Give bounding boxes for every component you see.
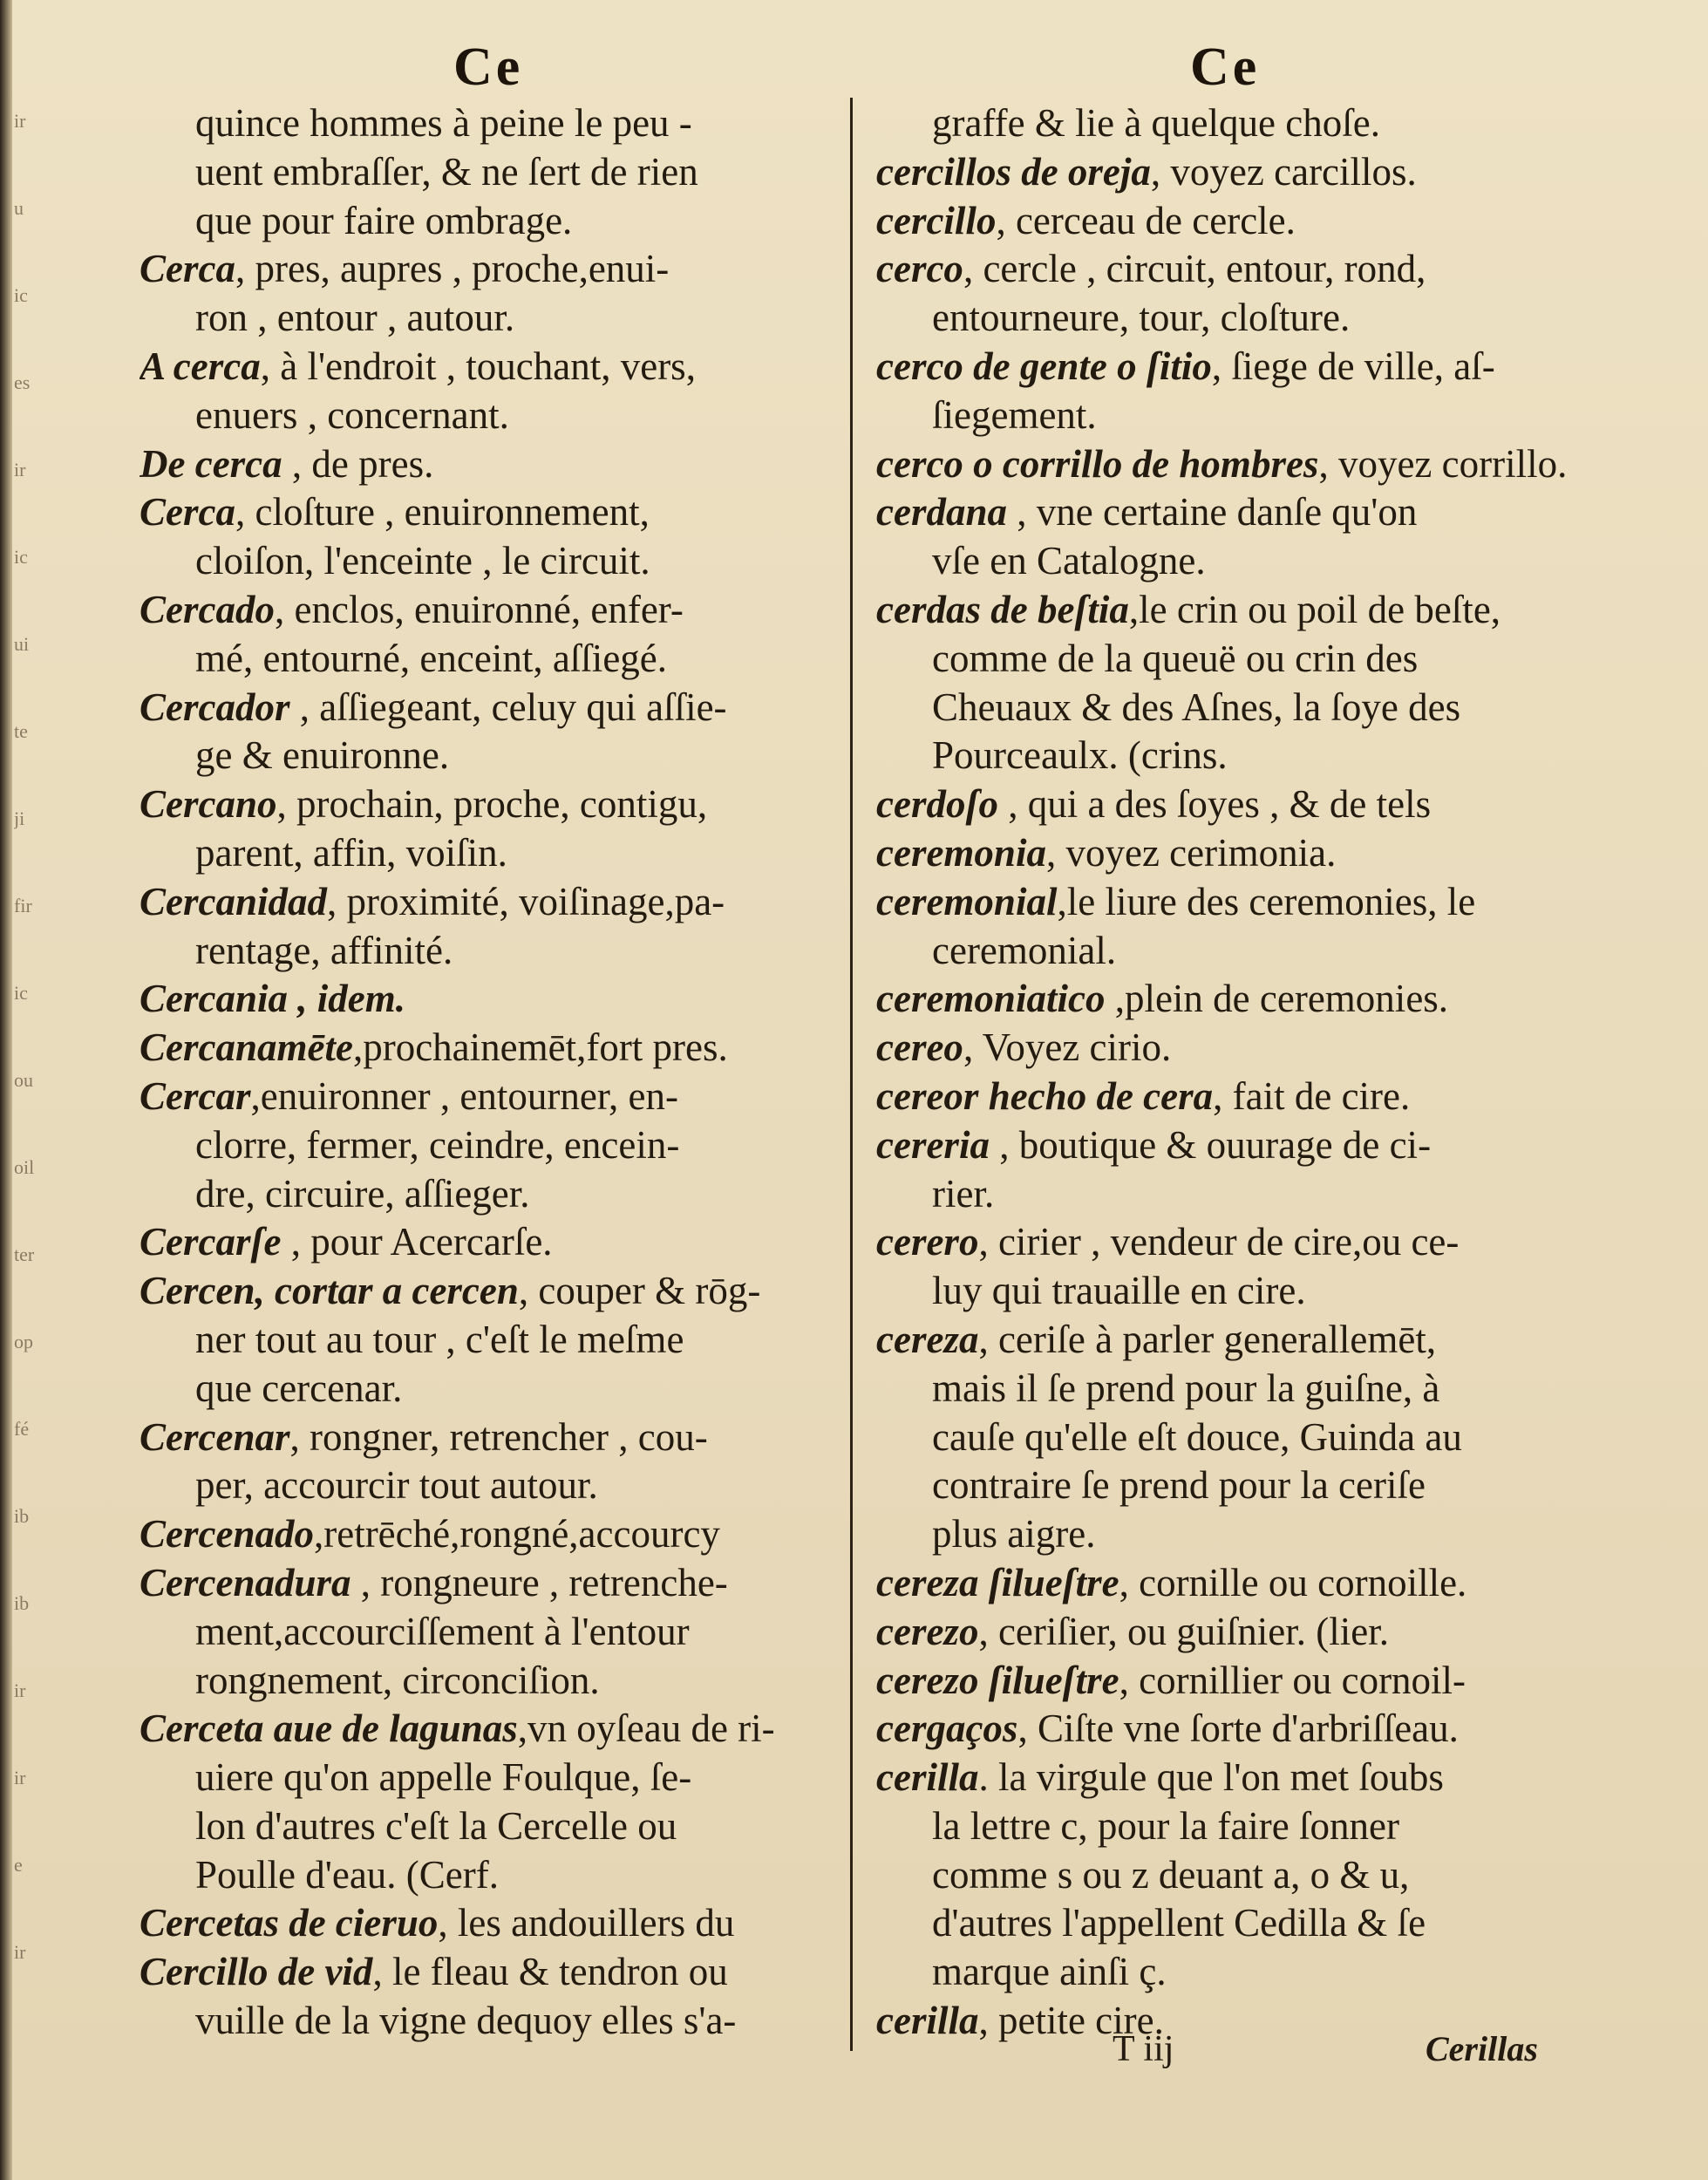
entry-line — [876, 343, 1626, 392]
entry-line — [876, 1024, 1626, 1073]
definition-text: comme de la queuë ou crin des — [932, 636, 1419, 680]
entry-line — [139, 1218, 889, 1267]
entry-line — [876, 829, 1626, 878]
entry-line — [876, 586, 1626, 635]
bleed-mark: ir — [14, 1679, 26, 1701]
bleed-mark: ir — [14, 1767, 26, 1788]
entry-line — [139, 1461, 889, 1510]
catchword: Cerillas — [1426, 2029, 1538, 2068]
definition-text: , aſſiegeant, celuy qui aſſie- — [289, 685, 727, 729]
definition-text: , cerceau de cercle. — [996, 198, 1296, 242]
entry-line — [139, 829, 889, 878]
entry-line — [876, 197, 1626, 246]
entry-line — [876, 1608, 1626, 1657]
entry-line — [876, 1365, 1626, 1414]
bleed-mark: u — [14, 197, 24, 219]
entry-line — [876, 1899, 1626, 1948]
entry-line — [876, 392, 1626, 440]
definition-text: ſiegement. — [932, 392, 1097, 437]
entry-line — [876, 1754, 1626, 1802]
entry-line — [139, 1608, 889, 1657]
entry-line — [876, 732, 1626, 780]
entry-line — [876, 1170, 1626, 1219]
definition-text: , ſiege de ville, aſ- — [1211, 344, 1495, 388]
headword: Cercania , idem. — [139, 977, 405, 1021]
definition-text: ,le liure des ceremonies, le — [1057, 879, 1476, 923]
definition-text: , Ciſte vne ſorte d'arbriſſeau. — [1017, 1707, 1459, 1751]
definition-text: , boutique & ouurage de ci- — [989, 1122, 1432, 1167]
definition-text: lon d'autres c'eſt la Cercelle ou — [195, 1803, 677, 1848]
definition-text: quince hommes à peine le peu - — [195, 101, 692, 145]
entry-line — [139, 684, 889, 732]
headword: cereza — [876, 1317, 979, 1361]
definition-text: vuille de la vigne dequoy elles s'a- — [195, 1999, 737, 2043]
entry-line — [876, 1559, 1626, 1608]
entry-line — [139, 1121, 889, 1170]
definition-text: Pourceaulx. (crins. — [932, 733, 1228, 778]
entry-line — [139, 1802, 889, 1851]
definition-text: per, accourcir tout autour. — [195, 1463, 598, 1508]
headword: Cerca — [139, 247, 235, 291]
entry-line — [876, 1218, 1626, 1267]
entry-line — [876, 537, 1626, 586]
definition-text: , à l'endroit , touchant, vers, — [260, 344, 696, 388]
headword: cerezo — [876, 1609, 979, 1653]
definition-text: , couper & rōg- — [518, 1269, 761, 1313]
headword: cereria — [876, 1122, 990, 1167]
definition-text: , cornille ou cornoille. — [1119, 1560, 1467, 1604]
definition-text: , pres, aupres , proche,enui- — [235, 247, 670, 291]
entry-line — [876, 99, 1626, 148]
entry-line — [139, 343, 889, 392]
definition-text: , fait de cire. — [1213, 1073, 1411, 1118]
definition-text: , Voyez cirio. — [963, 1025, 1172, 1070]
headword: Cerceta aue de lagunas — [139, 1707, 518, 1751]
headword: ceremonia — [876, 830, 1046, 875]
headword: cerco o corrillo de hombres — [876, 441, 1319, 486]
definition-text: , qui a des ſoyes , & de tels — [997, 782, 1432, 827]
signature-mark: T iij — [1113, 2029, 1174, 2069]
definition-text: ron , entour , autour. — [195, 296, 515, 340]
definition-text: , rongner, retrencher , cou- — [289, 1414, 708, 1459]
definition-text: d'autres l'appellent Cedilla & ſe — [932, 1901, 1426, 1945]
bleed-mark: ic — [14, 982, 28, 1004]
entry-line — [139, 488, 889, 537]
entry-line — [139, 1657, 889, 1706]
entry-line — [139, 99, 889, 148]
definition-text: que cercenar. — [195, 1366, 403, 1410]
headword: cerezo ſilueſtre — [876, 1658, 1119, 1702]
definition-text: ,le crin ou poil de beſte, — [1128, 587, 1501, 631]
entry-line — [139, 1365, 889, 1414]
headword: Cercenadura — [139, 1560, 351, 1604]
entry-line — [139, 1316, 889, 1365]
definition-text: clorre, fermer, ceindre, encein- — [195, 1122, 680, 1167]
definition-text: ,prochainemēt,fort pres. — [352, 1025, 728, 1070]
definition-text: , cloſture , enuironnement, — [235, 490, 650, 535]
definition-text: , ceriſier, ou guiſnier. (lier. — [978, 1609, 1389, 1653]
definition-text: mais il ſe prend pour la guiſne, à — [932, 1366, 1440, 1410]
bleed-mark: e — [14, 1854, 23, 1876]
definition-text: la lettre c, pour la faire ſonner — [932, 1803, 1399, 1848]
definition-text: , pour Acercarſe. — [281, 1220, 553, 1264]
running-head-left: Ce — [453, 37, 524, 97]
right-column — [876, 99, 1626, 2046]
entry-line — [139, 1705, 889, 1754]
entry-line — [876, 1461, 1626, 1510]
definition-text: cloiſon, l'enceinte , le circuit. — [195, 539, 650, 583]
definition-text: enuers , concernant. — [195, 392, 509, 437]
entry-line — [876, 245, 1626, 294]
entry-line — [139, 635, 889, 684]
entry-line — [876, 780, 1626, 829]
entry-line — [139, 1754, 889, 1802]
definition-text: Poulle d'eau. (Cerf. — [195, 1852, 500, 1897]
entry-line — [139, 197, 889, 246]
bleed-mark: ji — [14, 807, 25, 829]
definition-text: cauſe qu'elle eſt douce, Guinda au — [932, 1414, 1462, 1459]
bleed-mark: fir — [14, 895, 32, 916]
entry-line — [139, 1948, 889, 1997]
entry-line — [876, 927, 1626, 976]
bleed-mark: oil — [14, 1156, 35, 1178]
entry-line — [139, 440, 889, 489]
headword: cereza ſilueſtre — [876, 1560, 1119, 1604]
bleed-mark: ir — [14, 459, 26, 480]
entry-line — [876, 1121, 1626, 1170]
entry-line — [139, 1414, 889, 1462]
headword: Cercar — [139, 1073, 251, 1118]
headword: Cercanamēte — [139, 1025, 353, 1070]
definition-text: ment,accourciſſement à l'entour — [195, 1609, 690, 1653]
headword: Cercenar — [139, 1414, 290, 1459]
entry-line — [139, 1851, 889, 1900]
definition-text: , voyez carcillos. — [1150, 149, 1417, 194]
definition-text: , cornillier ou cornoil- — [1119, 1658, 1466, 1702]
headword: cerdoſo — [876, 782, 998, 827]
headword: cereor hecho de cera — [876, 1073, 1214, 1118]
bleed-mark: es — [14, 371, 31, 393]
definition-text: que pour faire ombrage. — [195, 198, 573, 242]
entry-line — [876, 635, 1626, 684]
bleed-mark: ic — [14, 546, 28, 568]
definition-text: Cheuaux & des Aſnes, la ſoye des — [932, 685, 1461, 729]
headword: Cercador — [139, 685, 290, 729]
definition-text: , ceriſe à parler generallemēt, — [978, 1317, 1437, 1361]
entry-line — [139, 586, 889, 635]
definition-text: dre, circuire, aſſieger. — [195, 1171, 530, 1216]
definition-text: . la virgule que l'on met ſoubs — [978, 1755, 1444, 1800]
entry-line — [139, 1510, 889, 1559]
bleed-mark: ib — [14, 1505, 30, 1527]
headword: cerdas de beſtia — [876, 587, 1129, 631]
bleed-mark: fé — [14, 1418, 30, 1440]
headword: Cercano — [139, 782, 277, 827]
entry-line — [139, 245, 889, 294]
entry-line — [876, 1948, 1626, 1997]
headword: Cercen, cortar a cercen — [139, 1269, 519, 1313]
headword: ceremonial — [876, 879, 1058, 923]
definition-text: plus aigre. — [932, 1512, 1096, 1557]
headword: Cercenado — [139, 1512, 314, 1557]
headword: cerilla — [876, 1755, 979, 1800]
definition-text: , voyez cerimonia. — [1045, 830, 1337, 875]
definition-text: entourneure, tour, cloſture. — [932, 296, 1351, 340]
definition-text: , vne certaine danſe qu'on — [1007, 490, 1418, 535]
headword: Cercetas de cieruo — [139, 1901, 439, 1945]
definition-text: , enclos, enuironné, enfer- — [274, 587, 684, 631]
definition-text: , cirier , vendeur de cire,ou ce- — [978, 1220, 1460, 1264]
entry-line — [139, 148, 889, 197]
definition-text: rongnement, circonciſion. — [195, 1658, 600, 1702]
definition-text: , rongneure , retrenche- — [350, 1560, 728, 1604]
headword: A cerca — [139, 344, 261, 388]
running-head-right: Ce — [1190, 37, 1261, 97]
definition-text: ,vn oyſeau de ri- — [517, 1707, 775, 1751]
entry-line — [139, 392, 889, 440]
entry-line — [876, 148, 1626, 197]
entry-line — [139, 732, 889, 780]
definition-text: rier. — [932, 1171, 995, 1216]
binding-gutter — [0, 0, 12, 2180]
definition-text: , voyez corrillo. — [1318, 441, 1568, 486]
bleed-mark: ui — [14, 633, 30, 655]
definition-text: ge & enuironne. — [195, 733, 450, 778]
definition-text: comme s ou z deuant a, o & u, — [932, 1852, 1410, 1897]
bleed-mark: te — [14, 720, 28, 742]
entry-line — [139, 537, 889, 586]
entry-line — [139, 878, 889, 927]
entry-line — [139, 1997, 889, 2046]
headword: cergaços — [876, 1707, 1018, 1751]
entry-line — [876, 975, 1626, 1024]
entry-line — [876, 488, 1626, 537]
entry-line — [876, 878, 1626, 927]
headword: Cerca — [139, 490, 235, 535]
entry-line — [139, 1267, 889, 1316]
entry-line — [139, 1899, 889, 1948]
definition-text: , prochain, proche, contigu, — [276, 782, 708, 827]
definition-text: rentage, affinité. — [195, 928, 453, 972]
entry-line — [139, 1170, 889, 1219]
definition-text: graffe & lie à quelque choſe. — [932, 101, 1380, 145]
definition-text: , proximité, voiſinage,pa- — [327, 879, 725, 923]
entry-line — [139, 1024, 889, 1073]
headword: cerdana — [876, 490, 1007, 535]
entry-line — [876, 1073, 1626, 1121]
bleed-mark: ter — [14, 1243, 35, 1265]
definition-text: parent, affin, voiſin. — [195, 830, 507, 875]
entry-line — [139, 780, 889, 829]
definition-text: ,retrēché,rongné,accourcy — [313, 1512, 720, 1557]
definition-text: uiere qu'on appelle Foulque, ſe- — [195, 1755, 692, 1800]
bleed-mark: ir — [14, 110, 26, 132]
definition-text: , les andouillers du — [438, 1901, 735, 1945]
definition-text: , le fleau & tendron ou — [372, 1950, 728, 1994]
entry-line — [876, 1851, 1626, 1900]
entry-line — [139, 1559, 889, 1608]
entry-line — [876, 440, 1626, 489]
definition-text: ceremonial. — [932, 928, 1117, 972]
entry-line — [139, 975, 889, 1024]
headword: cerero — [876, 1220, 979, 1264]
headword: Cercillo de vid — [139, 1950, 373, 1994]
entry-line — [876, 1267, 1626, 1316]
entry-line — [876, 1705, 1626, 1754]
bleed-mark: ir — [14, 1941, 26, 1963]
definition-text: , petite cire. — [978, 1999, 1164, 2043]
entry-line — [876, 1802, 1626, 1851]
headword: ceremoniatico — [876, 977, 1106, 1021]
entry-line — [876, 1316, 1626, 1365]
bleed-mark: ou — [14, 1069, 33, 1091]
entry-line — [876, 1657, 1626, 1706]
headword: Cercado — [139, 587, 275, 631]
headword: De cerca — [139, 441, 282, 486]
entry-line — [876, 684, 1626, 732]
headword: Cercanidad — [139, 879, 328, 923]
definition-text: , cercle , circuit, entour, rond, — [963, 247, 1426, 291]
headword: cereo — [876, 1025, 963, 1070]
headword: cerco — [876, 247, 963, 291]
entry-line — [139, 927, 889, 976]
definition-text: luy qui trauaille en cire. — [932, 1269, 1306, 1313]
entry-line — [139, 1073, 889, 1121]
headword: cercillo — [876, 198, 997, 242]
entry-line — [139, 294, 889, 343]
definition-text: ,enuironner , entourner, en- — [250, 1073, 678, 1118]
entry-line — [876, 294, 1626, 343]
left-column — [139, 99, 889, 2046]
definition-text: contraire ſe prend pour la ceriſe — [932, 1463, 1426, 1508]
definition-text: ,plein de ceremonies. — [1105, 977, 1449, 1021]
definition-text: marque ainſi ç. — [932, 1950, 1167, 1994]
definition-text: , de pres. — [282, 441, 434, 486]
headword: cerilla — [876, 1999, 979, 2043]
bleed-mark: ic — [14, 284, 28, 306]
bleed-mark: op — [14, 1331, 33, 1352]
headword: Cercarſe — [139, 1220, 282, 1264]
bleed-mark: ib — [14, 1592, 30, 1614]
definition-text: ner tout au tour , c'eſt le meſme — [195, 1317, 684, 1361]
entry-line — [876, 1414, 1626, 1462]
headword: cercillos de oreja — [876, 149, 1151, 194]
entry-line — [876, 1510, 1626, 1559]
definition-text: uent embraſſer, & ne ſert de rien — [195, 149, 698, 194]
headword: cerco de gente o ſitio — [876, 344, 1212, 388]
definition-text: mé, entourné, enceint, aſſiegé. — [195, 636, 668, 680]
definition-text: vſe en Catalogne. — [932, 539, 1206, 583]
